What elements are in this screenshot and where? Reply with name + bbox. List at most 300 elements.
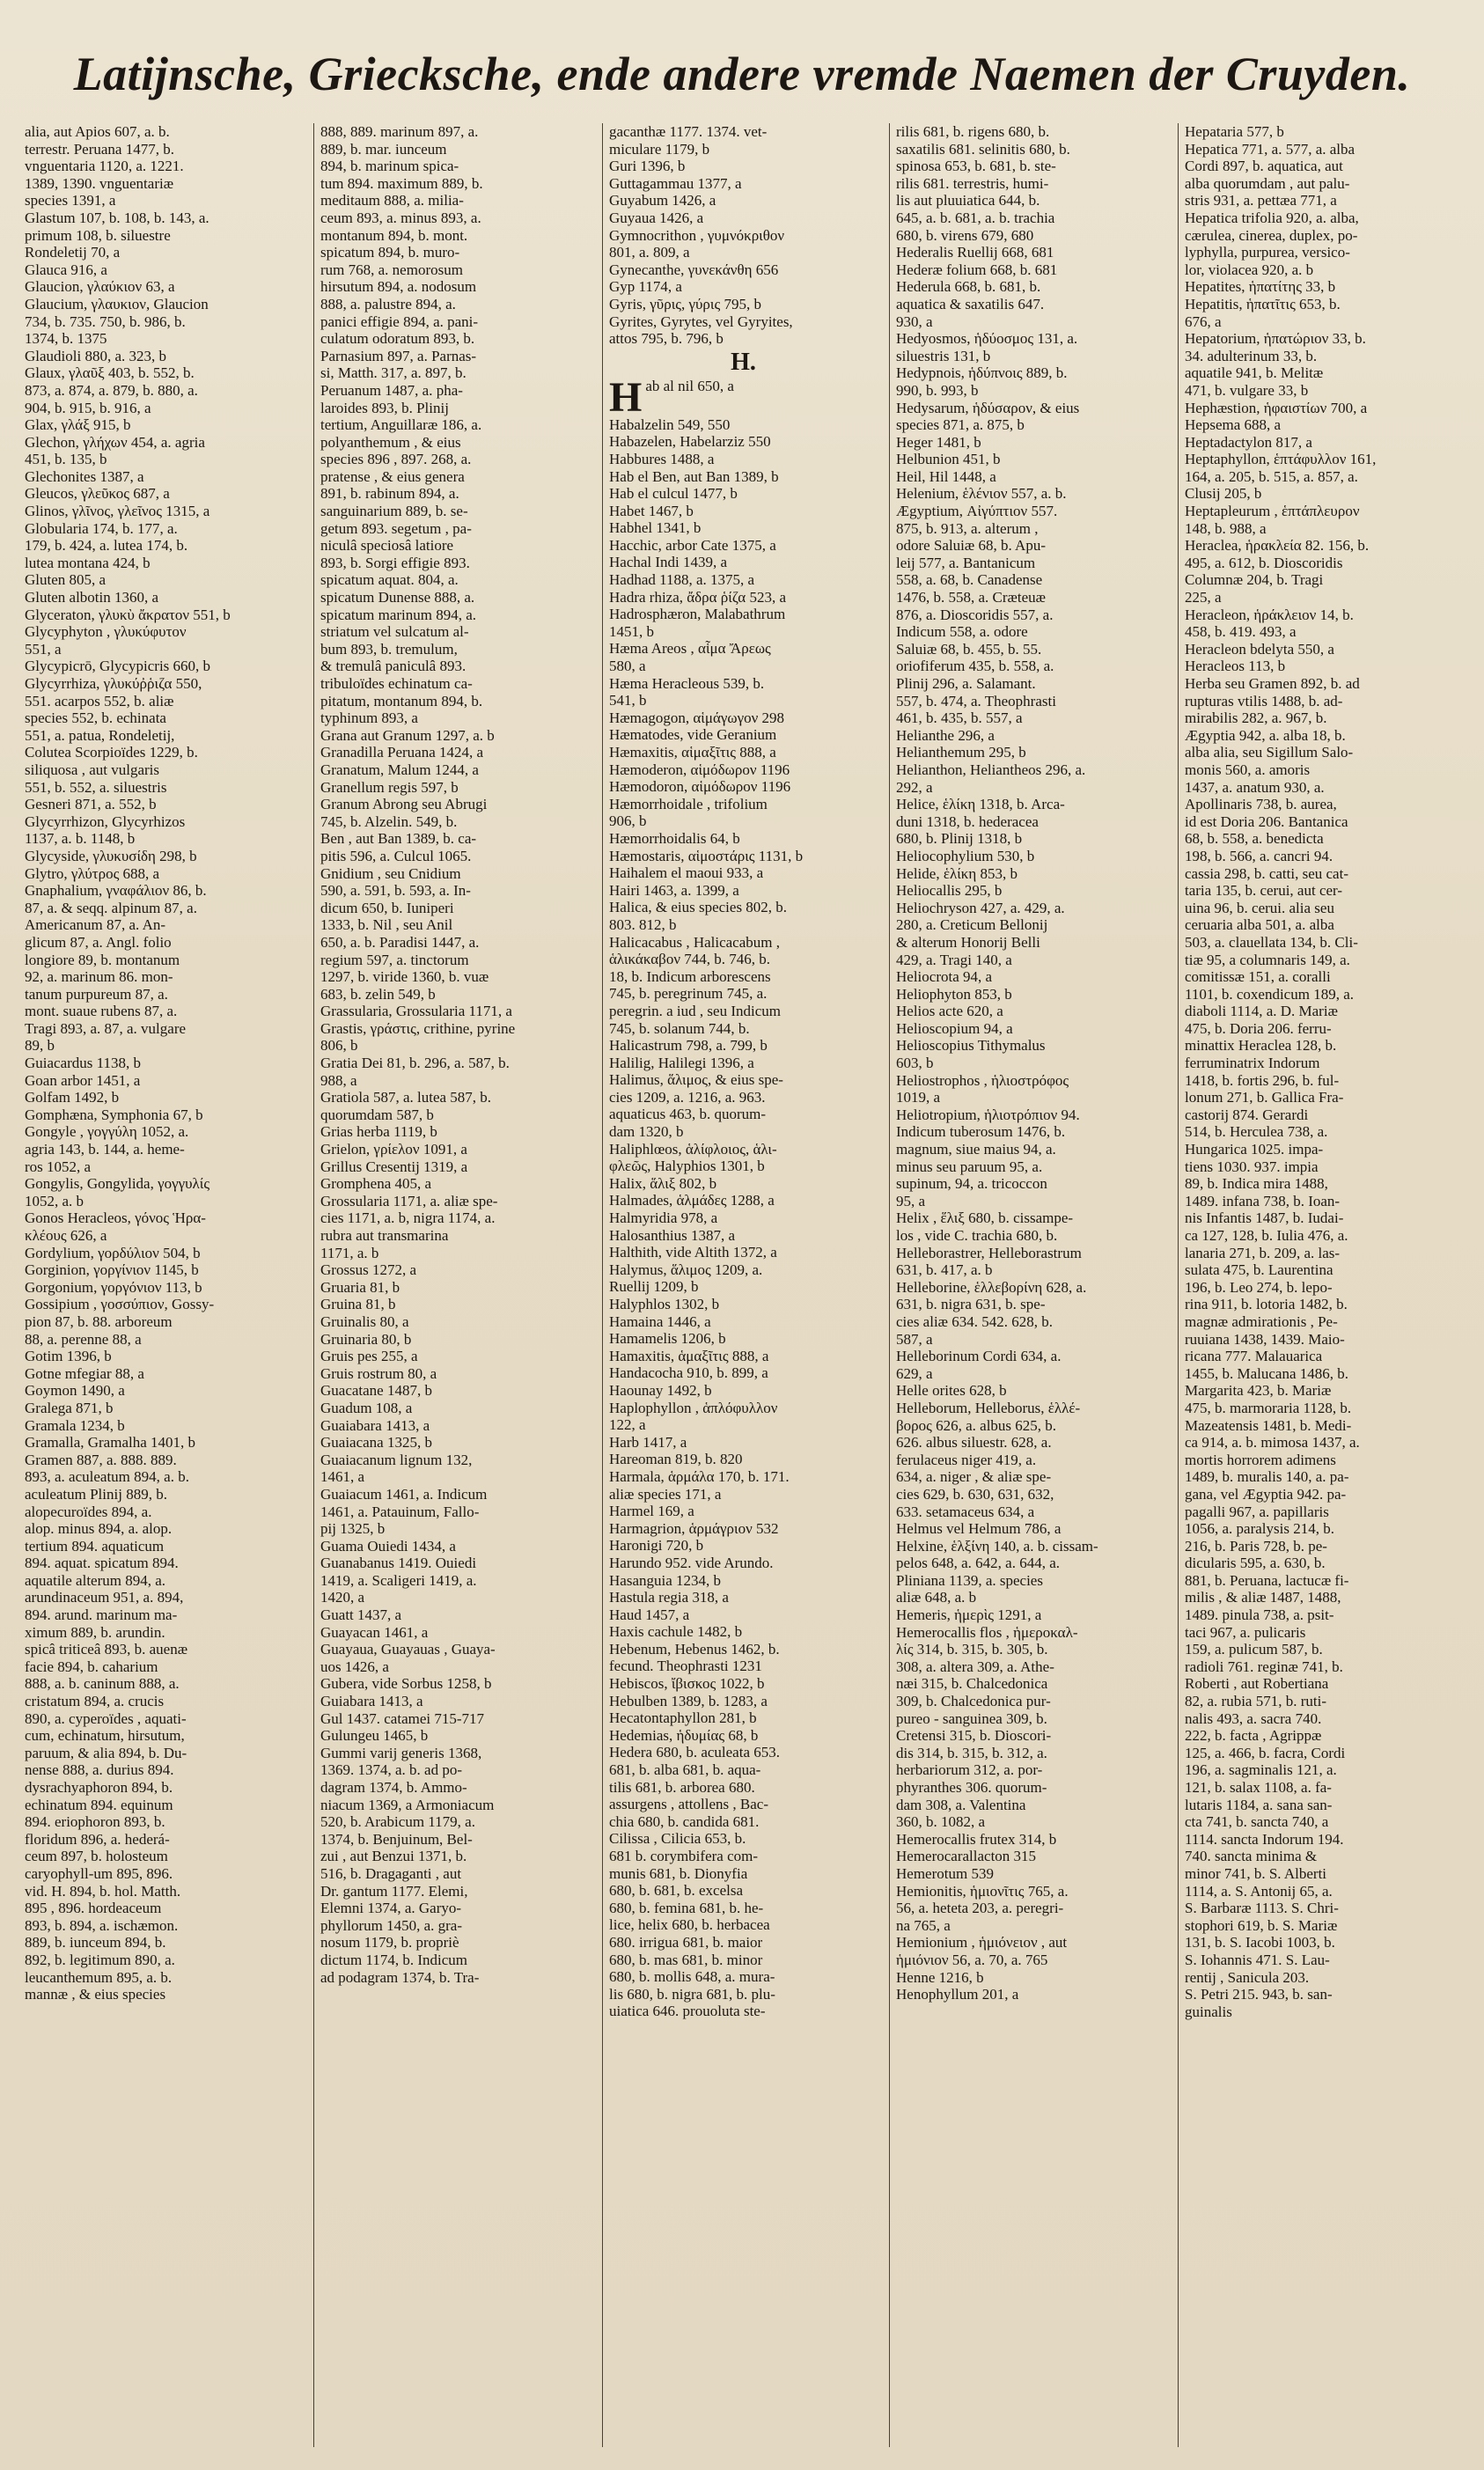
index-entry-line: Helmus vel Helmum 786, a bbox=[896, 1520, 1062, 1538]
index-entry-line: Helleborinum Cordi 634, a. bbox=[896, 1348, 1062, 1365]
index-entry-line: minus seu paruum 95, a. bbox=[896, 1158, 1043, 1175]
index-entry-line: Helianthon, Heliantheos 296, a. bbox=[896, 761, 1086, 778]
index-entry-line: floridum 896, a. hederá- bbox=[25, 1830, 170, 1848]
index-entry-line: 893, b. Sorgi effigie 893. bbox=[320, 554, 470, 571]
index-entry-line: lutea montana 424, b bbox=[25, 554, 151, 571]
index-entry-line: echinatum 894. equinum bbox=[25, 1796, 173, 1813]
index-entry-line: φλεῶς, Halyphios 1301, b bbox=[609, 1158, 765, 1175]
index-entry-line: laroides 893, b. Plinij bbox=[320, 399, 449, 416]
index-entry-line: niculâ speciosâ latiore bbox=[320, 537, 454, 555]
index-entry-line: Granadilla Peruana 1424, a bbox=[320, 744, 484, 761]
index-entry-line: 1374, b. 1375 bbox=[25, 330, 107, 348]
index-entry-line: species 896 , 897. 268, a. bbox=[320, 451, 472, 468]
index-entry-line: Halyphlos 1302, b bbox=[609, 1296, 720, 1312]
index-entry-line: taci 967, a. pulicaris bbox=[1185, 1623, 1306, 1641]
index-entry-line: cies 629, b. 630, 631, 632, bbox=[896, 1485, 1054, 1503]
index-entry-line: ἁλικάκαβον 744, b. 746, b. bbox=[609, 951, 770, 968]
index-entry-line: assurgens , attollens , Bac- bbox=[609, 1796, 768, 1813]
index-entry-line: facie 894, b. caharium bbox=[25, 1658, 158, 1675]
index-entry-line: caryophyll-um 895, 896. bbox=[25, 1864, 173, 1882]
index-entry-line: 125, a. 466, b. facra, Cordi bbox=[1185, 1744, 1346, 1761]
index-entry-line: Hadrosphæron, Malabathrum bbox=[609, 606, 786, 623]
index-entry-line: Hemerocallis frutex 314, b bbox=[896, 1830, 1057, 1848]
index-entry-line: leucanthemum 895, a. b. bbox=[25, 1968, 173, 1986]
index-entry-line: los , vide C. trachia 680, b. bbox=[896, 1227, 1058, 1244]
index-entry-line: oriofiferum 435, b. 558, a. bbox=[896, 658, 1054, 675]
index-entry-line: lice, helix 680, b. herbacea bbox=[609, 1916, 770, 1934]
index-entry-line: Hasanguia 1234, b bbox=[609, 1571, 722, 1589]
index-entry-line: dicularis 595, a. 630, b. bbox=[1185, 1555, 1326, 1572]
index-entry-line: 1455, b. Malucana 1486, b. bbox=[1185, 1364, 1349, 1382]
index-entry-line: 360, b. 1082, a bbox=[896, 1813, 986, 1831]
index-entry-line: herbariorum 312, a. por- bbox=[896, 1761, 1043, 1779]
index-entry-line: 1056, a. paralysis 214, b. bbox=[1185, 1520, 1334, 1538]
index-entry-line: 495, a. 612, b. Dioscoridis bbox=[1185, 554, 1343, 571]
index-entry-line: 890, a. cyperoïdes , aquati- bbox=[25, 1709, 187, 1727]
index-entry-line: ros 1052, a bbox=[25, 1158, 92, 1175]
index-entry-line: Heliocallis 295, b bbox=[896, 882, 1003, 900]
index-entry-line: 1137, a. b. 1148, b bbox=[25, 830, 136, 848]
index-entry-line: 1114. sancta Indorum 194. bbox=[1185, 1830, 1344, 1848]
index-entry-line: Guatt 1437, a bbox=[320, 1606, 402, 1624]
index-entry-line: Glax, γλάξ 915, b bbox=[25, 416, 131, 434]
index-entry-line: cum, echinatum, hirsutum, bbox=[25, 1727, 185, 1745]
index-entry-line: 520, b. Arabicum 1179, a. bbox=[320, 1813, 475, 1831]
index-entry-line: Hemerocallis flos , ἡμεροκαλ- bbox=[896, 1623, 1078, 1641]
index-entry-line: 587, a bbox=[896, 1330, 933, 1348]
index-entry-line: fecund. Theophrasti 1231 bbox=[609, 1658, 762, 1675]
index-entry-line: Heliotropium, ἡλιοτρόπιον 94. bbox=[896, 1106, 1080, 1123]
index-entry-line: 876, a. Dioscoridis 557, a. bbox=[896, 606, 1054, 623]
index-entry-line: lyphylla, purpurea, versico- bbox=[1185, 244, 1350, 261]
index-entry-line: 1419, a. Scaligeri 1419, a. bbox=[320, 1571, 477, 1589]
index-entry-line: aquatile alterum 894, a. bbox=[25, 1571, 166, 1589]
index-entry-line: lor, violacea 920, a. b bbox=[1185, 261, 1314, 278]
index-entry-line: tilis 681, b. arborea 680. bbox=[609, 1778, 755, 1796]
index-entry-line: gana, vel Ægyptia 942. pa- bbox=[1185, 1485, 1347, 1503]
index-entry-line: Hamamelis 1206, b bbox=[609, 1330, 726, 1348]
index-entry-line: Peruanum 1487, a. pha- bbox=[320, 381, 463, 399]
index-entry-line: 1418, b. fortis 296, b. ful- bbox=[1185, 1071, 1340, 1089]
index-entry-line: Gnidium , seu Cnidium bbox=[320, 864, 461, 882]
index-entry-line: Guanabanus 1419. Ouiedi bbox=[320, 1555, 477, 1572]
index-entry-line: 159, a. pulicum 587, b. bbox=[1185, 1641, 1323, 1658]
index-entry-line: ceum 893, a. minus 893, a. bbox=[320, 209, 481, 226]
index-entry-line: aquatile 941, b. Melitæ bbox=[1185, 364, 1324, 382]
index-entry-line: milis , & aliæ 1487, 1488, bbox=[1185, 1589, 1341, 1606]
index-entry-line: Henophyllum 201, a bbox=[896, 1986, 1019, 2003]
index-entry-line: dictum 1174, b. Indicum bbox=[320, 1951, 467, 1968]
index-entry-line: Hemionitis, ἡμιονῖτις 765, a. bbox=[896, 1882, 1069, 1900]
index-entry-line: taria 135, b. cerui, aut cer- bbox=[1185, 882, 1343, 900]
index-entry-line: agria 143, b. 144, a. heme- bbox=[25, 1141, 185, 1158]
index-entry-line: Heger 1481, b bbox=[896, 433, 981, 451]
index-entry-line: dysrachyaphoron 894, b. bbox=[25, 1779, 173, 1796]
index-entry-line: Halicastrum 798, a. 799, b bbox=[609, 1037, 768, 1055]
index-entry-line: Helianthemum 295, b bbox=[896, 744, 1026, 761]
index-entry-line: cies 1209, a. 1216, a. 963. bbox=[609, 1088, 766, 1106]
index-entry-line: Hachal Indi 1439, a bbox=[609, 554, 728, 571]
index-entry-line: Hedera 680, b. aculeata 653. bbox=[609, 1744, 780, 1761]
index-entry-line: lanaria 271, b. 209, a. las- bbox=[1185, 1244, 1341, 1261]
index-entry-line: 894. eriophoron 893, b. bbox=[25, 1813, 165, 1831]
index-entry-line: 1114, a. S. Antonij 65, a. bbox=[1185, 1882, 1333, 1900]
index-entry-line: Glyceraton, γλυκὺ ἄκρατον 551, b bbox=[25, 606, 231, 623]
index-entry-line: Hacchic, arbor Cate 1375, a bbox=[609, 536, 776, 554]
index-entry-line: 650, a. b. Paradisi 1447, a. bbox=[320, 933, 480, 951]
index-entry-line: 471, b. vulgare 33, b bbox=[1185, 381, 1309, 399]
index-entry-line: species 1391, a bbox=[25, 192, 116, 210]
index-entry-line: Haihalem el maoui 933, a bbox=[609, 864, 764, 882]
index-entry-line: Gordylium, γορδύλιον 504, b bbox=[25, 1244, 201, 1261]
index-entry-line: 95, a bbox=[896, 1192, 926, 1209]
index-entry-line: Ægyptia 942, a. alba 18, b. bbox=[1185, 726, 1346, 744]
index-entry-line: Helleborine, ἑλλεβορίνη 628, a. bbox=[896, 1278, 1087, 1296]
index-entry-line: Gyp 1174, a bbox=[609, 278, 682, 296]
index-entry-line: Halix, ἅλιξ 802, b bbox=[609, 1174, 717, 1192]
index-entry-line: primum 108, b. siluestre bbox=[25, 226, 171, 244]
index-entry-line: lutaris 1184, a. sana san- bbox=[1185, 1796, 1333, 1813]
index-entry-line: 683, b. zelin 549, b bbox=[320, 985, 436, 1003]
index-entry-line: nosum 1179, b. propriè bbox=[320, 1934, 459, 1952]
index-entry-line: 806, b bbox=[320, 1037, 358, 1055]
index-entry-line: pij 1325, b bbox=[320, 1520, 386, 1538]
index-entry-line: Gomphæna, Symphonia 67, b bbox=[25, 1106, 203, 1123]
index-entry-line: tribuloïdes echinatum ca- bbox=[320, 675, 473, 692]
index-entry-line: Guiabara 1413, a bbox=[320, 1693, 423, 1710]
index-entry-line: duni 1318, b. hederacea bbox=[896, 812, 1039, 830]
index-entry-line: minor 741, b. S. Alberti bbox=[1185, 1864, 1327, 1882]
index-entry-line: stris 931, a. pettæa 771, a bbox=[1185, 192, 1337, 210]
index-entry-line: pagalli 967, a. papillaris bbox=[1185, 1503, 1329, 1520]
index-entry-line: na 765, a bbox=[896, 1916, 951, 1934]
index-entry-line: spinosa 653, b. 681, b. ste- bbox=[896, 158, 1056, 175]
index-entry-line: 34. adulterinum 33, b. bbox=[1185, 347, 1318, 364]
index-entry-line: cta 741, b. sancta 740, a bbox=[1185, 1813, 1329, 1831]
index-entry-line: 891, b. rabinum 894, a. bbox=[320, 485, 459, 503]
index-entry-line: 904, b. 915, b. 916, a bbox=[25, 399, 151, 416]
index-entry-line: culatum odoratum 893, b. bbox=[320, 330, 475, 348]
index-entry-line: supinum, 94, a. tricoccon bbox=[896, 1175, 1047, 1193]
index-entry-line: Haplophyllon , ἁπλόφυλλον bbox=[609, 1399, 778, 1416]
index-entry-line: rum 768, a. nemorosum bbox=[320, 261, 463, 278]
index-entry-line: lonum 271, b. Gallica Fra- bbox=[1185, 1089, 1344, 1106]
index-entry-line: Helios acte 620, a bbox=[896, 1003, 1003, 1020]
index-entry-line: 82, a. rubia 571, b. ruti- bbox=[1185, 1693, 1326, 1710]
index-entry-line: Glaudioli 880, a. 323, b bbox=[25, 347, 167, 364]
index-entry-line: Hepatorium, ἡπατώριον 33, b. bbox=[1185, 330, 1366, 348]
index-entry-line: ca 914, a. b. mimosa 1437, a. bbox=[1185, 1434, 1360, 1452]
index-entry-line: 988, a bbox=[320, 1071, 357, 1089]
index-entry-line: 681, b. alba 681, b. aqua- bbox=[609, 1761, 761, 1779]
index-entry-line: Parnasium 897, a. Parnas- bbox=[320, 347, 477, 364]
index-entry-line: Gralega 871, b bbox=[25, 1399, 114, 1416]
index-entry-line: diaboli 1114, a. D. Mariæ bbox=[1185, 1003, 1338, 1020]
index-entry-line: Gramalla, Gramalha 1401, b bbox=[25, 1434, 196, 1452]
index-entry-line: spicâ triticeâ 893, b. auenæ bbox=[25, 1641, 188, 1658]
index-entry-line: attos 795, b. 796, b bbox=[609, 330, 724, 348]
index-entry-line: regium 597, a. tinctorum bbox=[320, 951, 469, 968]
index-entry-line: 680, b. mollis 648, a. mura- bbox=[609, 1968, 775, 1986]
index-entry-line: Gubera, vide Sorbus 1258, b bbox=[320, 1675, 492, 1693]
index-entry-line: 216, b. Paris 728, b. pe- bbox=[1185, 1537, 1327, 1555]
index-entry-line: rina 911, b. lotoria 1482, b. bbox=[1185, 1296, 1348, 1313]
index-entry-line: ricana 777. Malauarica bbox=[1185, 1348, 1323, 1365]
index-entry-line: Hæmorrhoidale , trifolium bbox=[609, 795, 768, 812]
index-entry-line: Heliocrota 94, a bbox=[896, 968, 993, 986]
index-entry-line: Gesneri 871, a. 552, b bbox=[25, 796, 157, 813]
index-entry-line: Ben , aut Ban 1389, b. ca- bbox=[320, 830, 477, 848]
index-entry-line: Hæmagogon, αἱμάγωγον 298 bbox=[609, 709, 785, 726]
index-entry-line: species 552, b. echinata bbox=[25, 709, 166, 727]
index-entry-line: 551, b. 552, a. siluestris bbox=[25, 778, 167, 796]
index-entry-line: rupturas vtilis 1488, b. ad- bbox=[1185, 692, 1343, 709]
index-entry-line: meditaum 888, a. milia- bbox=[320, 192, 464, 210]
index-entry-line: Guaiabara 1413, a bbox=[320, 1416, 430, 1434]
index-entry-line: Gramala 1234, b bbox=[25, 1416, 125, 1434]
index-entry-line: Granellum regis 597, b bbox=[320, 778, 459, 796]
index-entry-line: Hungarica 1025. impa- bbox=[1185, 1141, 1324, 1158]
index-entry-line: Helleborastrer, Helleborastrum bbox=[896, 1244, 1082, 1261]
index-entry-line: dam 1320, b bbox=[609, 1123, 684, 1141]
index-entry-line: 89, b bbox=[25, 1037, 55, 1055]
index-entry-line: siliquosa , aut vulgaris bbox=[25, 761, 159, 778]
index-entry-line: Hebulben 1389, b. 1283, a bbox=[609, 1692, 768, 1709]
index-entry-line: arundinaceum 951, a. 894, bbox=[25, 1589, 184, 1606]
index-entry-line: Gleucos, γλεῦκος 687, a bbox=[25, 485, 170, 503]
index-entry-line: Gratiola 587, a. lutea 587, b. bbox=[320, 1089, 492, 1106]
index-entry-line: spicatum aquat. 804, a. bbox=[320, 571, 459, 589]
index-entry-line: 745, b. solanum 744, b. bbox=[609, 1019, 750, 1037]
index-entry-line: Helleborum, Helleborus, ἑλλέ- bbox=[896, 1399, 1081, 1416]
index-entry-line: Halimus, ἅλιμος, & eius spe- bbox=[609, 1071, 783, 1089]
index-entry-line: 633. setamaceus 634, a bbox=[896, 1503, 1035, 1520]
index-entry-line: Glycyrrhiza, γλυκύῤῥιζα 550, bbox=[25, 675, 202, 692]
index-entry-line: Gruis rostrum 80, a bbox=[320, 1364, 437, 1382]
index-entry-line: Mazeatensis 1481, b. Medi- bbox=[1185, 1416, 1352, 1434]
index-entry-line: longiore 89, b. montanum bbox=[25, 951, 180, 968]
index-entry-line: Indicum tuberosum 1476, b. bbox=[896, 1123, 1066, 1141]
index-entry-line: ferulaceus niger 419, a. bbox=[896, 1451, 1037, 1468]
index-entry-line: Hepatica trifolia 920, a. alba, bbox=[1185, 209, 1359, 226]
index-entry-line: 1101, b. coxendicum 189, a. bbox=[1185, 985, 1354, 1003]
index-entry-line: Hepataria 577, b bbox=[1185, 123, 1284, 140]
index-entry-line: Hamaina 1446, a bbox=[609, 1312, 711, 1330]
index-entry-line: Grossus 1272, a bbox=[320, 1261, 417, 1279]
index-entry-line: 680, b. mas 681, b. minor bbox=[609, 1951, 763, 1968]
index-entry-line: 516, b. Dragaganti , aut bbox=[320, 1864, 462, 1882]
index-entry-line: Heptaphyllon, ἑπτάφυλλον 161, bbox=[1185, 451, 1377, 468]
index-entry-line: guinalis bbox=[1185, 2003, 1232, 2020]
index-entry-line: 541, b bbox=[609, 692, 647, 709]
index-entry-line: uina 96, b. cerui. alia seu bbox=[1185, 899, 1334, 916]
index-entry-line: Hedypnois, ἡδύπνοις 889, b. bbox=[896, 364, 1068, 382]
index-entry-line: ceruaria alba 501, a. alba bbox=[1185, 916, 1334, 934]
index-entry-line: Harmel 169, a bbox=[609, 1503, 694, 1520]
index-entry-line: cristatum 894, a. crucis bbox=[25, 1693, 165, 1710]
index-entry-line: Glauca 916, a bbox=[25, 261, 107, 278]
index-entry-line: sulata 475, b. Laurentina bbox=[1185, 1261, 1333, 1279]
page-title: Latijnsche, Griecksche, ende andere vremde Naemen der Cruyden. bbox=[73, 48, 1411, 100]
index-entry-line: 1489. pinula 738, a. psit- bbox=[1185, 1606, 1334, 1624]
index-entry-line: Heliophyton 853, b bbox=[896, 985, 1012, 1003]
index-entry-line: Hæmorrhoidalis 64, b bbox=[609, 829, 740, 847]
index-entry-line: 893, b. 894, a. ischæmon. bbox=[25, 1916, 179, 1934]
index-entry-line: Gluten albotin 1360, a bbox=[25, 589, 159, 606]
index-entry-line: alba alia, seu Sigillum Salo- bbox=[1185, 744, 1354, 761]
index-entry-line: 680, b. Plinij 1318, b bbox=[896, 830, 1023, 848]
index-entry-line: species 871, a. 875, b bbox=[896, 416, 1025, 434]
index-entry-line: 122, a bbox=[609, 1416, 646, 1434]
index-entry-line: 551, a bbox=[25, 640, 62, 658]
index-entry-line: peregrin. a iud , seu Indicum bbox=[609, 1002, 781, 1019]
index-entry-line: Hepsema 688, a bbox=[1185, 416, 1282, 434]
index-entry-line: Habalzelin 549, 550 bbox=[609, 415, 731, 433]
index-entry-line: rilis 681, b. rigens 680, b. bbox=[896, 123, 1050, 140]
index-entry-line: 1374, b. Benjuinum, Bel- bbox=[320, 1830, 473, 1848]
index-entry-line: ad podagram 1374, b. Tra- bbox=[320, 1968, 480, 1986]
index-entry-line: lis 680, b. nigra 681, b. plu- bbox=[609, 1985, 775, 2003]
index-entry-line: Gongylis, Gongylida, γογγυλίς bbox=[25, 1175, 210, 1193]
index-entry-line: Colutea Scorpioïdes 1229, b. bbox=[25, 744, 198, 761]
index-entry-line: 1451, b bbox=[609, 622, 654, 640]
index-entry-line: Glaucion, γλαύκιον 63, a bbox=[25, 278, 175, 296]
index-entry-line: Helxine, ἑλξίνη 140, a. b. cissam- bbox=[896, 1537, 1098, 1555]
index-entry-line: Helle orites 628, b bbox=[896, 1382, 1007, 1400]
index-entry-line: siluestris 131, b bbox=[896, 347, 991, 364]
index-entry-line: Glinos, γλῖνος, γλεῖνος 1315, a bbox=[25, 503, 210, 520]
index-entry-line: Hemionium , ἡμιόνειον , aut bbox=[896, 1934, 1068, 1952]
index-entry-line: ἡμιόνιον 56, a. 70, a. 765 bbox=[896, 1951, 1048, 1968]
index-entry-line: pureo - sanguinea 309, b. bbox=[896, 1709, 1047, 1727]
index-entry-line: phyranthes 306. quorum- bbox=[896, 1779, 1047, 1796]
index-entry-line: munis 681, b. Dionyfia bbox=[609, 1864, 748, 1882]
index-entry-line: 580, a bbox=[609, 658, 646, 675]
index-entry-line: rilis 681. terrestris, humi- bbox=[896, 174, 1049, 192]
index-entry-line: panici effigie 894, a. pani- bbox=[320, 312, 479, 330]
index-entry-line: 451, b. 135, b bbox=[25, 451, 107, 468]
index-entry-line: Gymnocrithon , γυμνόκριθον bbox=[609, 226, 785, 244]
index-entry-line: Hemerotum 539 bbox=[896, 1864, 994, 1882]
index-entry-line: κλέους 626, a bbox=[25, 1227, 107, 1244]
index-column-1 bbox=[25, 123, 306, 2447]
index-entry-line: 895 , 896. hordeaceum bbox=[25, 1900, 162, 1917]
index-entry-line: Gramen 887, a. 888. 889. bbox=[25, 1451, 177, 1468]
index-entry-line: Guiacardus 1138, b bbox=[25, 1055, 142, 1072]
index-entry-line: Harundo 952. vide Arundo. bbox=[609, 1554, 774, 1571]
index-entry-line: Glytro, γλύτρος 688, a bbox=[25, 864, 160, 882]
index-entry-line: castorij 874. Gerardi bbox=[1185, 1106, 1309, 1123]
index-entry-line: Hedemias, ἡδυμίας 68, b bbox=[609, 1726, 759, 1744]
index-entry-line: 179, b. 424, a. lutea 174, b. bbox=[25, 537, 188, 555]
index-entry-line: 881, b. Peruana, lactucæ fi- bbox=[1185, 1571, 1349, 1589]
index-entry-line: 892, b. legitimum 890, a. bbox=[25, 1951, 175, 1968]
index-entry-line: alba quorumdam , aut palu- bbox=[1185, 174, 1350, 192]
index-entry-line: alop. minus 894, a. alop. bbox=[25, 1520, 173, 1538]
index-entry-line: Helioscopium 94, a bbox=[896, 1019, 1013, 1037]
index-entry-line: Heptadactylon 817, a bbox=[1185, 433, 1312, 451]
index-entry-line: mirabilis 282, a. 967, b. bbox=[1185, 709, 1327, 727]
index-entry-line: ximum 889, b. arundin. bbox=[25, 1623, 165, 1641]
index-entry-line: 1052, a. b bbox=[25, 1192, 84, 1209]
index-entry-line: 18, b. Indicum arborescens bbox=[609, 967, 771, 985]
index-entry-line: Hab el Ben, aut Ban 1389, b bbox=[609, 467, 779, 485]
index-entry-line: 308, a. altera 309, a. Athe- bbox=[896, 1658, 1054, 1675]
index-entry-line: & alterum Honorij Belli bbox=[896, 933, 1040, 951]
index-entry-line: 68, b. 558, a. benedicta bbox=[1185, 830, 1324, 848]
index-entry-line: 514, b. Herculea 738, a. bbox=[1185, 1123, 1328, 1141]
index-entry-line: dicum 650, b. Iuniperi bbox=[320, 899, 454, 916]
index-entry-line: 1461, a. Patauinum, Fallo- bbox=[320, 1503, 480, 1520]
index-entry-line: Glastum 107, b. 108, b. 143, a. bbox=[25, 209, 209, 226]
index-entry-line: Hemerocarallacton 315 bbox=[896, 1848, 1037, 1865]
index-entry-line: gacanthæ 1177. 1374. vet- bbox=[609, 123, 768, 140]
index-entry-line: Grossularia 1171, a. aliæ spe- bbox=[320, 1192, 498, 1209]
index-entry-line: 631, b. 417, a. b bbox=[896, 1261, 993, 1279]
index-entry-line: 680, b. 681, b. excelsa bbox=[609, 1882, 744, 1900]
index-entry-line: 1476, b. 558, a. Cræteuæ bbox=[896, 589, 1046, 606]
index-entry-line: dagram 1374, b. Ammo- bbox=[320, 1779, 467, 1796]
index-entry-line: Gnaphalium, γναφάλιον 86, b. bbox=[25, 882, 207, 900]
index-entry-line: 225, a bbox=[1185, 589, 1222, 606]
section-letter-heading: H. bbox=[731, 348, 756, 376]
index-entry-line: Hamaxitis, ἁμαξῖτις 888, a bbox=[609, 1347, 769, 1364]
index-entry-line: Hedysarum, ἡδύσαρον, & eius bbox=[896, 399, 1080, 416]
index-entry-line: leij 577, a. Bantanicum bbox=[896, 554, 1036, 571]
index-entry-line: Grassularia, Grossularia 1171, a bbox=[320, 1003, 512, 1020]
index-entry-line: Guaiacum 1461, a. Indicum bbox=[320, 1485, 488, 1503]
index-entry-line: aquatica & saxatilis 647. bbox=[896, 295, 1045, 312]
index-entry-line: Heliochryson 427, a. 429, a. bbox=[896, 899, 1065, 916]
index-entry-line: Gorgonium, γοργόνιον 113, b bbox=[25, 1278, 202, 1296]
index-entry-line: Guayacan 1461, a bbox=[320, 1623, 429, 1641]
index-entry-line: 121, b. salax 1108, a. fa- bbox=[1185, 1779, 1332, 1796]
index-entry-line: Glycyphyton , γλυκύφυτον bbox=[25, 623, 187, 641]
index-entry-line: chia 680, b. candida 681. bbox=[609, 1812, 760, 1830]
index-entry-line: Helix , ἕλιξ 680, b. cissampe- bbox=[896, 1209, 1074, 1227]
index-entry-line: Halicacabus , Halicacabum , bbox=[609, 933, 780, 951]
index-entry-line: Guyaua 1426, a bbox=[609, 209, 704, 226]
index-entry-line: Heliocophylium 530, b bbox=[896, 847, 1035, 864]
index-entry-line: S. Petri 215. 943, b. san- bbox=[1185, 1986, 1333, 2003]
index-entry-line: Golfam 1492, b bbox=[25, 1089, 120, 1106]
index-entry-line: 893, a. aculeatum 894, a. b. bbox=[25, 1468, 189, 1486]
index-entry-line: Gluten 805, a bbox=[25, 571, 107, 589]
index-entry-line: 888, a. palustre 894, a. bbox=[320, 295, 456, 312]
index-entry-line: id est Doria 206. Bantanica bbox=[1185, 812, 1348, 830]
index-entry-line: Habhel 1341, b bbox=[609, 519, 702, 537]
index-entry-line: mannæ , & eius species bbox=[25, 1986, 166, 2003]
index-entry-line: 875, b. 913, a. alterum , bbox=[896, 519, 1039, 537]
index-entry-line: Hæma Areos , αἷμα Ἄρεως bbox=[609, 640, 771, 658]
index-entry-line: Glycyside, γλυκυσίδη 298, b bbox=[25, 847, 197, 864]
index-entry-line: S. Iohannis 471. S. Lau- bbox=[1185, 1951, 1330, 1968]
index-entry-line: Hebenum, Hebenus 1462, b. bbox=[609, 1640, 780, 1658]
index-entry-line: striatum vel sulcatum al- bbox=[320, 623, 469, 641]
index-column-5 bbox=[1178, 123, 1459, 2447]
index-entry-line: Haounay 1492, b bbox=[609, 1381, 712, 1399]
index-entry-line: 889, b. mar. iunceum bbox=[320, 140, 447, 158]
index-entry-line: Guaiacana 1325, b bbox=[320, 1434, 432, 1452]
index-entry-line: Herba seu Gramen 892, b. ad bbox=[1185, 675, 1360, 692]
index-entry-line: niacum 1369, a Armoniacum bbox=[320, 1796, 495, 1813]
index-entry-line: 1489. infana 738, b. Ioan- bbox=[1185, 1192, 1341, 1209]
index-entry-line bbox=[609, 378, 878, 416]
index-entry-line: Habet 1467, b bbox=[609, 502, 694, 519]
index-entry-line: Hæma Heracleous 539, b. bbox=[609, 674, 765, 692]
index-entry-line: 551, a. patua, Rondeletij, bbox=[25, 726, 175, 744]
index-entry-line: pion 87, b. 88. arboreum bbox=[25, 1312, 173, 1330]
